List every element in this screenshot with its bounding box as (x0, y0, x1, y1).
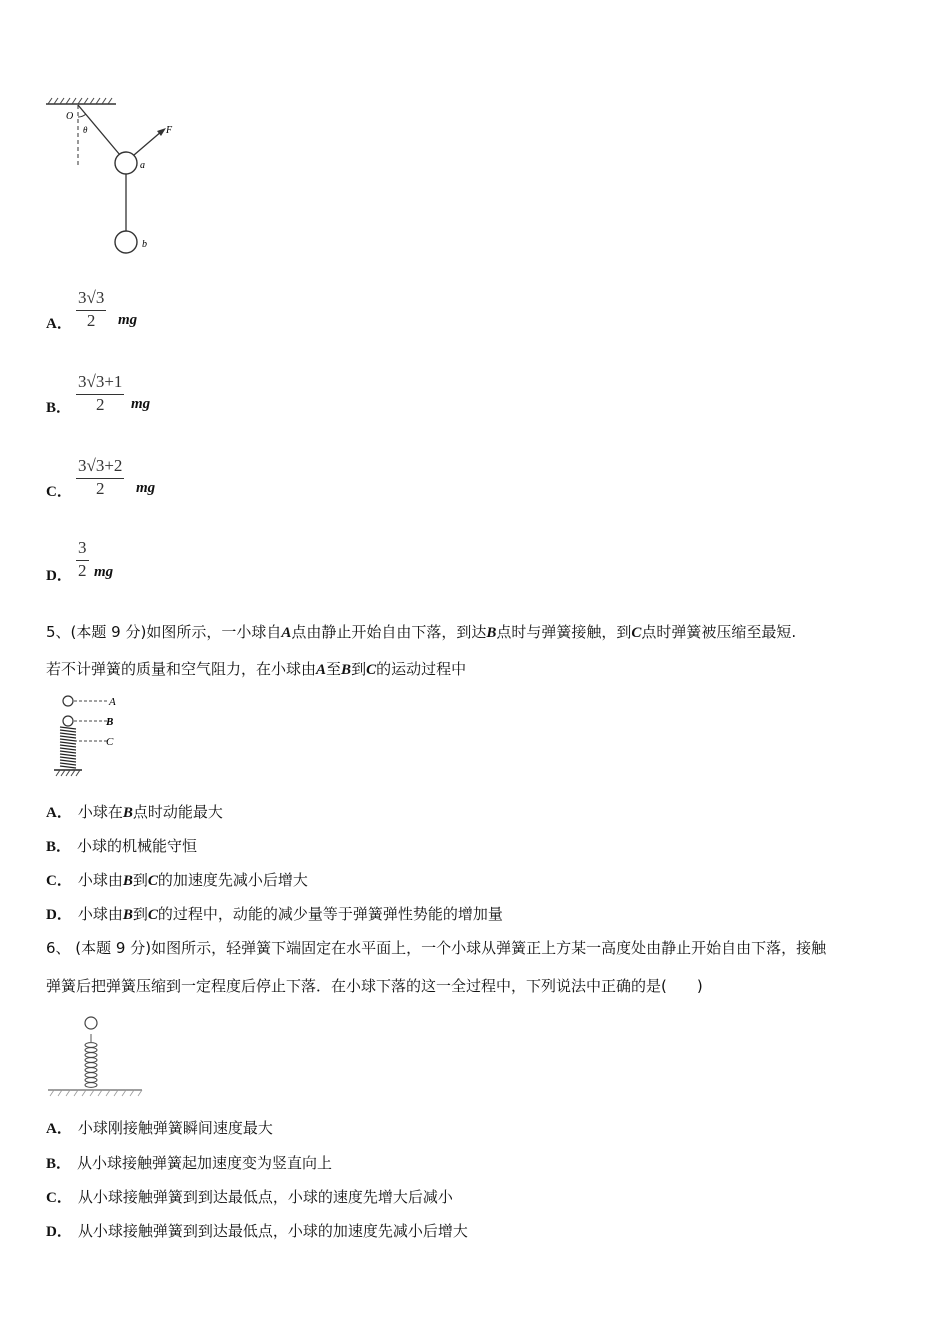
q6-option-b[interactable]: B． 从小球接触弹簧起加速度变为竖直向上 (46, 1154, 333, 1172)
option-label: D． (46, 568, 72, 584)
numerator: 3 (78, 538, 87, 557)
option-label: B． (46, 400, 72, 416)
label-c: C (106, 736, 114, 748)
unit: mg (94, 564, 114, 580)
unit: mg (118, 312, 138, 328)
label-a: A (109, 696, 116, 708)
q5-option-c[interactable]: C． 小球由B到C的加速度先减小后增大 (46, 871, 308, 889)
numerator: 3√3 (78, 288, 105, 307)
q5-option-d[interactable]: D． 小球由B到C的过程中，动能的减少量等于弹簧弹性势能的增加量 (46, 905, 503, 923)
pendulum-figure (40, 95, 190, 260)
q5-stem-line1: 5、(本题 9 分)如图所示，一小球自A点由静止开始自由下落，到达B点时与弹簧接触，到C点时弹簧被压缩至最短. (46, 623, 797, 641)
numerator: 3√3+1 (78, 372, 123, 391)
q6-stem-line1: 6、 (本题 9 分)如图所示，轻弹簧下端固定在水平面上，一个小球从弹簧正上方某一高度处由静止开始自由下落，接触 (46, 939, 827, 957)
q5-option-a[interactable]: A． 小球在B点时动能最大 (46, 803, 223, 821)
fraction (76, 372, 124, 415)
label-f: F (166, 125, 173, 136)
numerator: 3√3+2 (78, 456, 123, 475)
label-b: B (106, 716, 114, 728)
q6-stem-line2: 弹簧后把弹簧压缩到一定程度后停止下落．在小球下落的这一全过程中，下列说法中正确的是( ) (46, 977, 703, 995)
q6-option-a[interactable]: A． 小球刚接触弹簧瞬间速度最大 (46, 1119, 273, 1137)
fraction (76, 538, 89, 581)
denominator: 2 (95, 395, 105, 414)
option-label: A． (46, 316, 72, 332)
label-b: b (142, 239, 147, 250)
fraction (76, 456, 124, 499)
denominator: 2 (95, 479, 105, 498)
label-o: O (66, 111, 74, 122)
q6-option-d[interactable]: D． 从小球接触弹簧到到达最低点，小球的加速度先减小后增大 (46, 1222, 468, 1240)
q5-option-b[interactable]: B． 小球的机械能守恒 (46, 837, 198, 855)
label-theta: θ (83, 125, 88, 135)
denominator: 2 (86, 311, 96, 330)
q6-option-c[interactable]: C． 从小球接触弹簧到到达最低点，小球的速度先增大后减小 (46, 1188, 453, 1206)
unit: mg (136, 480, 156, 496)
spring-figure-q5 (52, 690, 132, 778)
spring-figure-q6 (46, 1010, 146, 1105)
fraction (76, 288, 106, 331)
denominator: 2 (78, 561, 87, 580)
unit: mg (131, 396, 151, 412)
q5-stem-line2: 若不计弹簧的质量和空气阻力，在小球由A至B到C的运动过程中 (46, 660, 467, 678)
label-a: a (140, 160, 145, 171)
option-label: C． (46, 484, 72, 500)
